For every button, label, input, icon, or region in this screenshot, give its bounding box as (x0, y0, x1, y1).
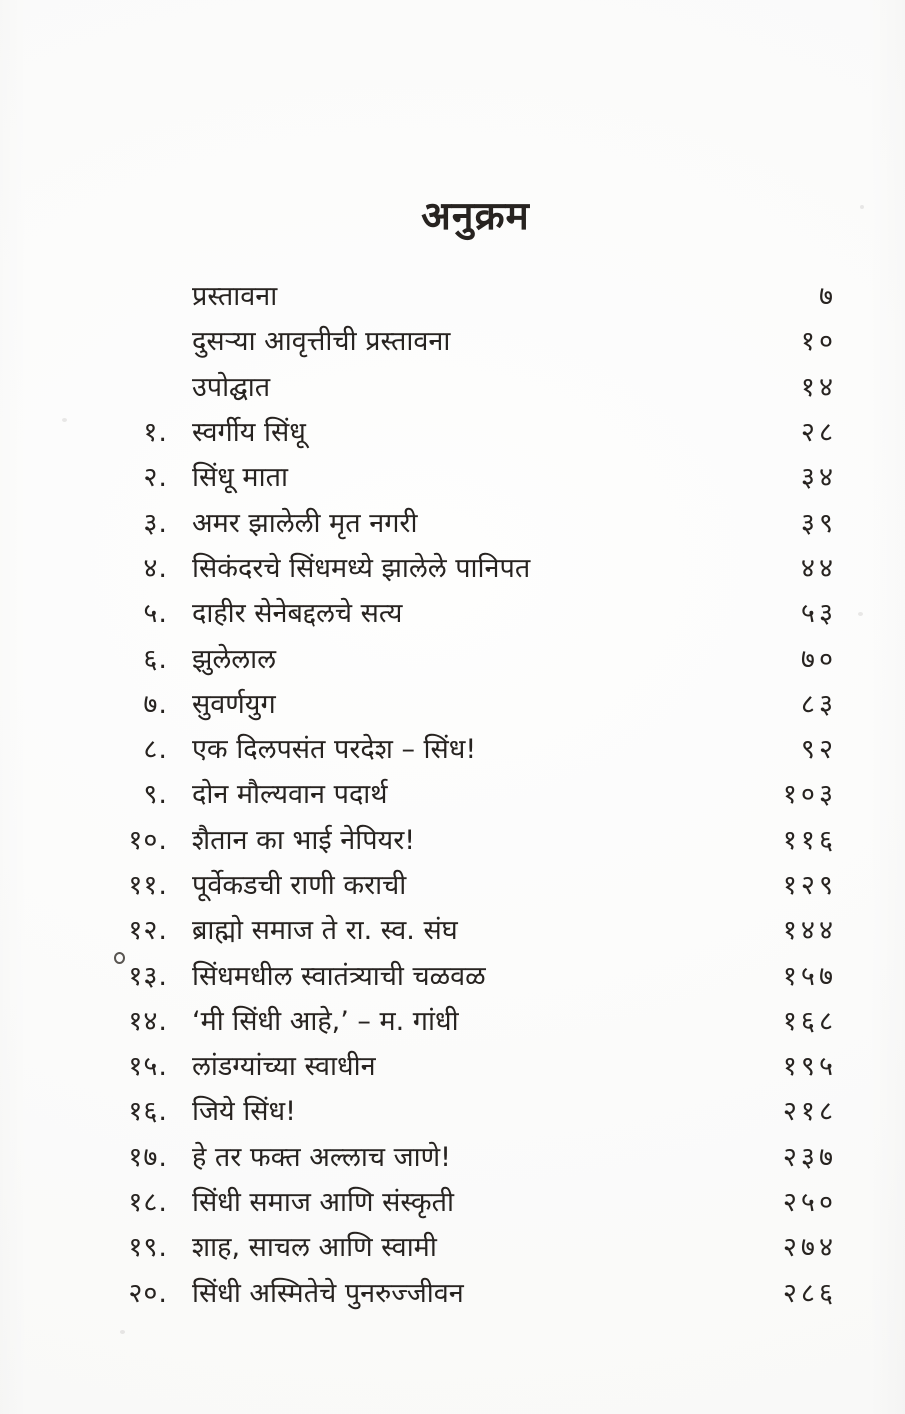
toc-row (100, 453, 837, 498)
chapter-number: ७. (143, 688, 168, 720)
chapter-number: १४. (128, 1005, 168, 1037)
chapter-page-number: १०३ (782, 779, 837, 811)
toc-row (100, 861, 837, 906)
chapter-number: ४. (143, 552, 168, 584)
chapter-page-number: २३७ (782, 1141, 837, 1173)
toc-row (100, 363, 837, 408)
chapter-number: ३. (143, 507, 168, 539)
chapter-number: १७. (128, 1141, 168, 1173)
toc-row (100, 906, 837, 951)
scan-speck (62, 418, 67, 422)
chapter-title: सिकंदरचे सिंधमध्ये झालेले पानिपत (192, 552, 531, 584)
toc-row (100, 408, 837, 453)
chapter-title: अमर झालेली मृत नगरी (192, 507, 418, 539)
chapter-number: २०. (128, 1277, 168, 1309)
toc-row (100, 680, 837, 725)
chapter-number: ८. (143, 734, 168, 766)
scan-artifact-ring (114, 952, 125, 964)
chapter-title: शैतान का भाई नेपियर! (192, 824, 416, 856)
chapter-page-number: २८६ (782, 1277, 837, 1309)
chapter-page-number: ११६ (782, 824, 837, 856)
chapter-number: १. (143, 417, 168, 449)
chapter-title: प्रस्तावना (192, 281, 278, 313)
toc-row (100, 1269, 837, 1314)
toc-row (100, 1133, 837, 1178)
chapter-title: ब्राह्मो समाज ते रा. स्व. संघ (192, 915, 458, 947)
toc-row (100, 951, 837, 996)
chapter-title: सिंधू माता (192, 462, 288, 494)
chapter-title: एक दिलपसंत परदेश – सिंध! (192, 734, 477, 766)
chapter-page-number: १९५ (782, 1051, 837, 1083)
toc-row (100, 634, 837, 679)
toc-row (100, 589, 837, 634)
chapter-number: १८. (128, 1187, 168, 1219)
chapter-page-number: १० (800, 326, 837, 358)
chapter-number: १६. (128, 1096, 168, 1128)
scan-speck (120, 1330, 125, 1334)
chapter-number: १९. (128, 1232, 168, 1264)
chapter-page-number: ९२ (800, 734, 837, 766)
toc-row (100, 317, 837, 362)
chapter-title: सिंधी अस्मितेचे पुनरुज्जीवन (192, 1277, 464, 1309)
chapter-page-number: ३४ (800, 462, 837, 494)
chapter-title: जिये सिंध! (192, 1096, 296, 1128)
chapter-number: ५. (143, 598, 168, 630)
chapter-page-number: ८३ (800, 688, 837, 720)
toc-row (100, 1178, 837, 1223)
chapter-page-number: १४४ (782, 915, 837, 947)
chapter-title: स्वर्गीय सिंधू (192, 417, 306, 449)
chapter-page-number: ४४ (800, 552, 837, 584)
chapter-number: १५. (128, 1051, 168, 1083)
scan-speck (860, 205, 864, 209)
table-of-contents (100, 272, 837, 1314)
chapter-title: सुवर्णयुग (192, 688, 276, 720)
chapter-title: शाह, साचल आणि स्वामी (192, 1232, 437, 1264)
chapter-title: दोन मौल्यवान पदार्थ (192, 779, 388, 811)
chapter-page-number: २७४ (782, 1232, 837, 1264)
chapter-page-number: १५७ (782, 960, 837, 992)
chapter-page-number: १६८ (782, 1005, 837, 1037)
toc-row (100, 498, 837, 543)
chapter-number: २. (143, 462, 168, 494)
chapter-page-number: ७० (800, 643, 837, 675)
chapter-title: लांडग्यांच्या स्वाधीन (192, 1051, 376, 1083)
chapter-title: झुलेलाल (192, 643, 277, 675)
chapter-number: १०. (128, 824, 168, 856)
toc-row (100, 1223, 837, 1268)
toc-row (100, 725, 837, 770)
toc-row (100, 770, 837, 815)
chapter-number: १३. (128, 960, 168, 992)
chapter-title: ‘मी सिंधी आहे,’ – म. गांधी (192, 1005, 459, 1037)
chapter-number: १२. (128, 915, 168, 947)
chapter-number: ११. (128, 870, 168, 901)
chapter-title: उपोद्घात (192, 371, 271, 403)
chapter-page-number: १४ (800, 371, 837, 403)
chapter-title: हे तर फक्त अल्लाच जाणे! (192, 1141, 451, 1173)
chapter-title: सिंधी समाज आणि संस्कृती (192, 1187, 454, 1219)
toc-row (100, 544, 837, 589)
chapter-title: दुसऱ्या आवृत्तीची प्रस्तावना (192, 326, 451, 358)
toc-row (100, 997, 837, 1042)
toc-row (100, 816, 837, 861)
chapter-page-number: २१८ (782, 1096, 837, 1128)
chapter-page-number: २८ (800, 417, 837, 449)
scan-speck (858, 612, 863, 616)
toc-row (100, 1042, 837, 1087)
chapter-title: सिंधमधील स्वातंत्र्याची चळवळ (192, 960, 486, 992)
chapter-page-number: १२९ (782, 870, 837, 901)
chapter-page-number: ५३ (800, 598, 837, 630)
chapter-page-number: २५० (782, 1187, 837, 1219)
chapter-title: दाहीर सेनेबद्दलचे सत्य (192, 598, 403, 630)
chapter-number: ९. (143, 779, 168, 811)
chapter-title: पूर्वेकडची राणी कराची (192, 870, 407, 901)
page-title: अनुक्रम (421, 194, 530, 239)
chapter-number: ६. (143, 643, 168, 675)
toc-row (100, 1087, 837, 1132)
chapter-page-number: ७ (818, 281, 837, 313)
toc-row (100, 272, 837, 317)
chapter-page-number: ३९ (800, 507, 837, 539)
